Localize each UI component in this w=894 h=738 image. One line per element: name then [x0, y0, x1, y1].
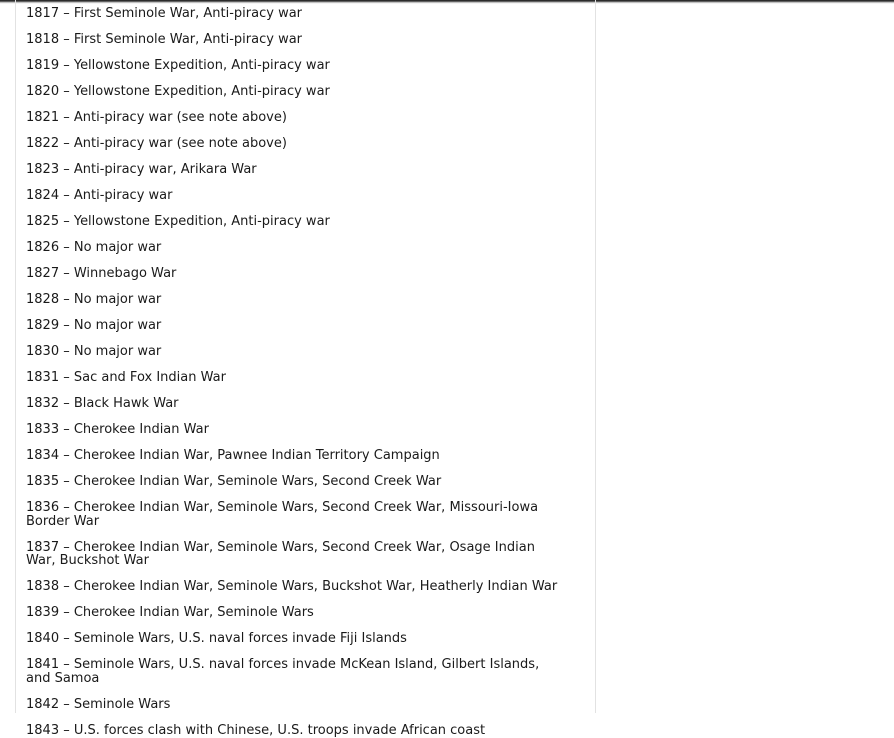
side-panel	[597, 4, 894, 713]
list-item: 1833 – Cherokee Indian War	[26, 422, 209, 437]
list-item: 1820 – Yellowstone Expedition, Anti-piracy war	[26, 84, 330, 99]
list-item: 1821 – Anti-piracy war (see note above)	[26, 110, 287, 125]
list-item: 1836 – Cherokee Indian War, Seminole Wars, Second Creek War, Missouri-Iowa Border War	[26, 500, 539, 529]
list-item: 1826 – No major war	[26, 240, 162, 255]
list-item: 1824 – Anti-piracy war	[26, 188, 173, 203]
war-year-list	[16, 0, 595, 737]
article-content[interactable]	[15, 0, 596, 738]
list-item: 1830 – No major war	[26, 344, 162, 359]
list-item: 1817 – First Seminole War, Anti-piracy war	[26, 6, 303, 21]
list-item: 1838 – Cherokee Indian War, Seminole Wars, Buckshot War, Heatherly Indian War	[26, 579, 558, 594]
list-item: 1839 – Cherokee Indian War, Seminole Wars	[26, 605, 314, 620]
list-item: 1819 – Yellowstone Expedition, Anti-piracy war	[26, 58, 330, 73]
list-item: 1842 – Seminole Wars	[26, 696, 171, 712]
list-item: 1818 – First Seminole War, Anti-piracy war	[26, 32, 303, 47]
list-item: 1822 – Anti-piracy war (see note above)	[26, 136, 287, 151]
list-item: 1834 – Cherokee Indian War, Pawnee Indian Territory Campaign	[26, 448, 440, 463]
list-item: 1835 – Cherokee Indian War, Seminole Wars, Second Creek War	[26, 474, 442, 489]
list-item: 1832 – Black Hawk War	[26, 396, 179, 411]
list-item: 1823 – Anti-piracy war, Arikara War	[26, 162, 257, 177]
list-item: 1841 – Seminole Wars, U.S. naval forces invade McKean Island, Gilbert Islands, and Samoa	[26, 657, 540, 686]
list-item: 1829 – No major war	[26, 318, 162, 333]
list-item: 1837 – Cherokee Indian War, Seminole Wars, Second Creek War, Osage Indian War, Buckshot War	[26, 539, 535, 568]
list-item: 1825 – Yellowstone Expedition, Anti-piracy war	[26, 214, 330, 229]
list-item: 1843 – U.S. forces clash with Chinese, U.S. troops invade African coast	[26, 722, 486, 738]
list-item: 1831 – Sac and Fox Indian War	[26, 370, 226, 385]
list-item: 1828 – No major war	[26, 292, 162, 307]
list-item: 1840 – Seminole Wars, U.S. naval forces invade Fiji Islands	[26, 631, 407, 646]
list-item: 1827 – Winnebago War	[26, 266, 177, 281]
